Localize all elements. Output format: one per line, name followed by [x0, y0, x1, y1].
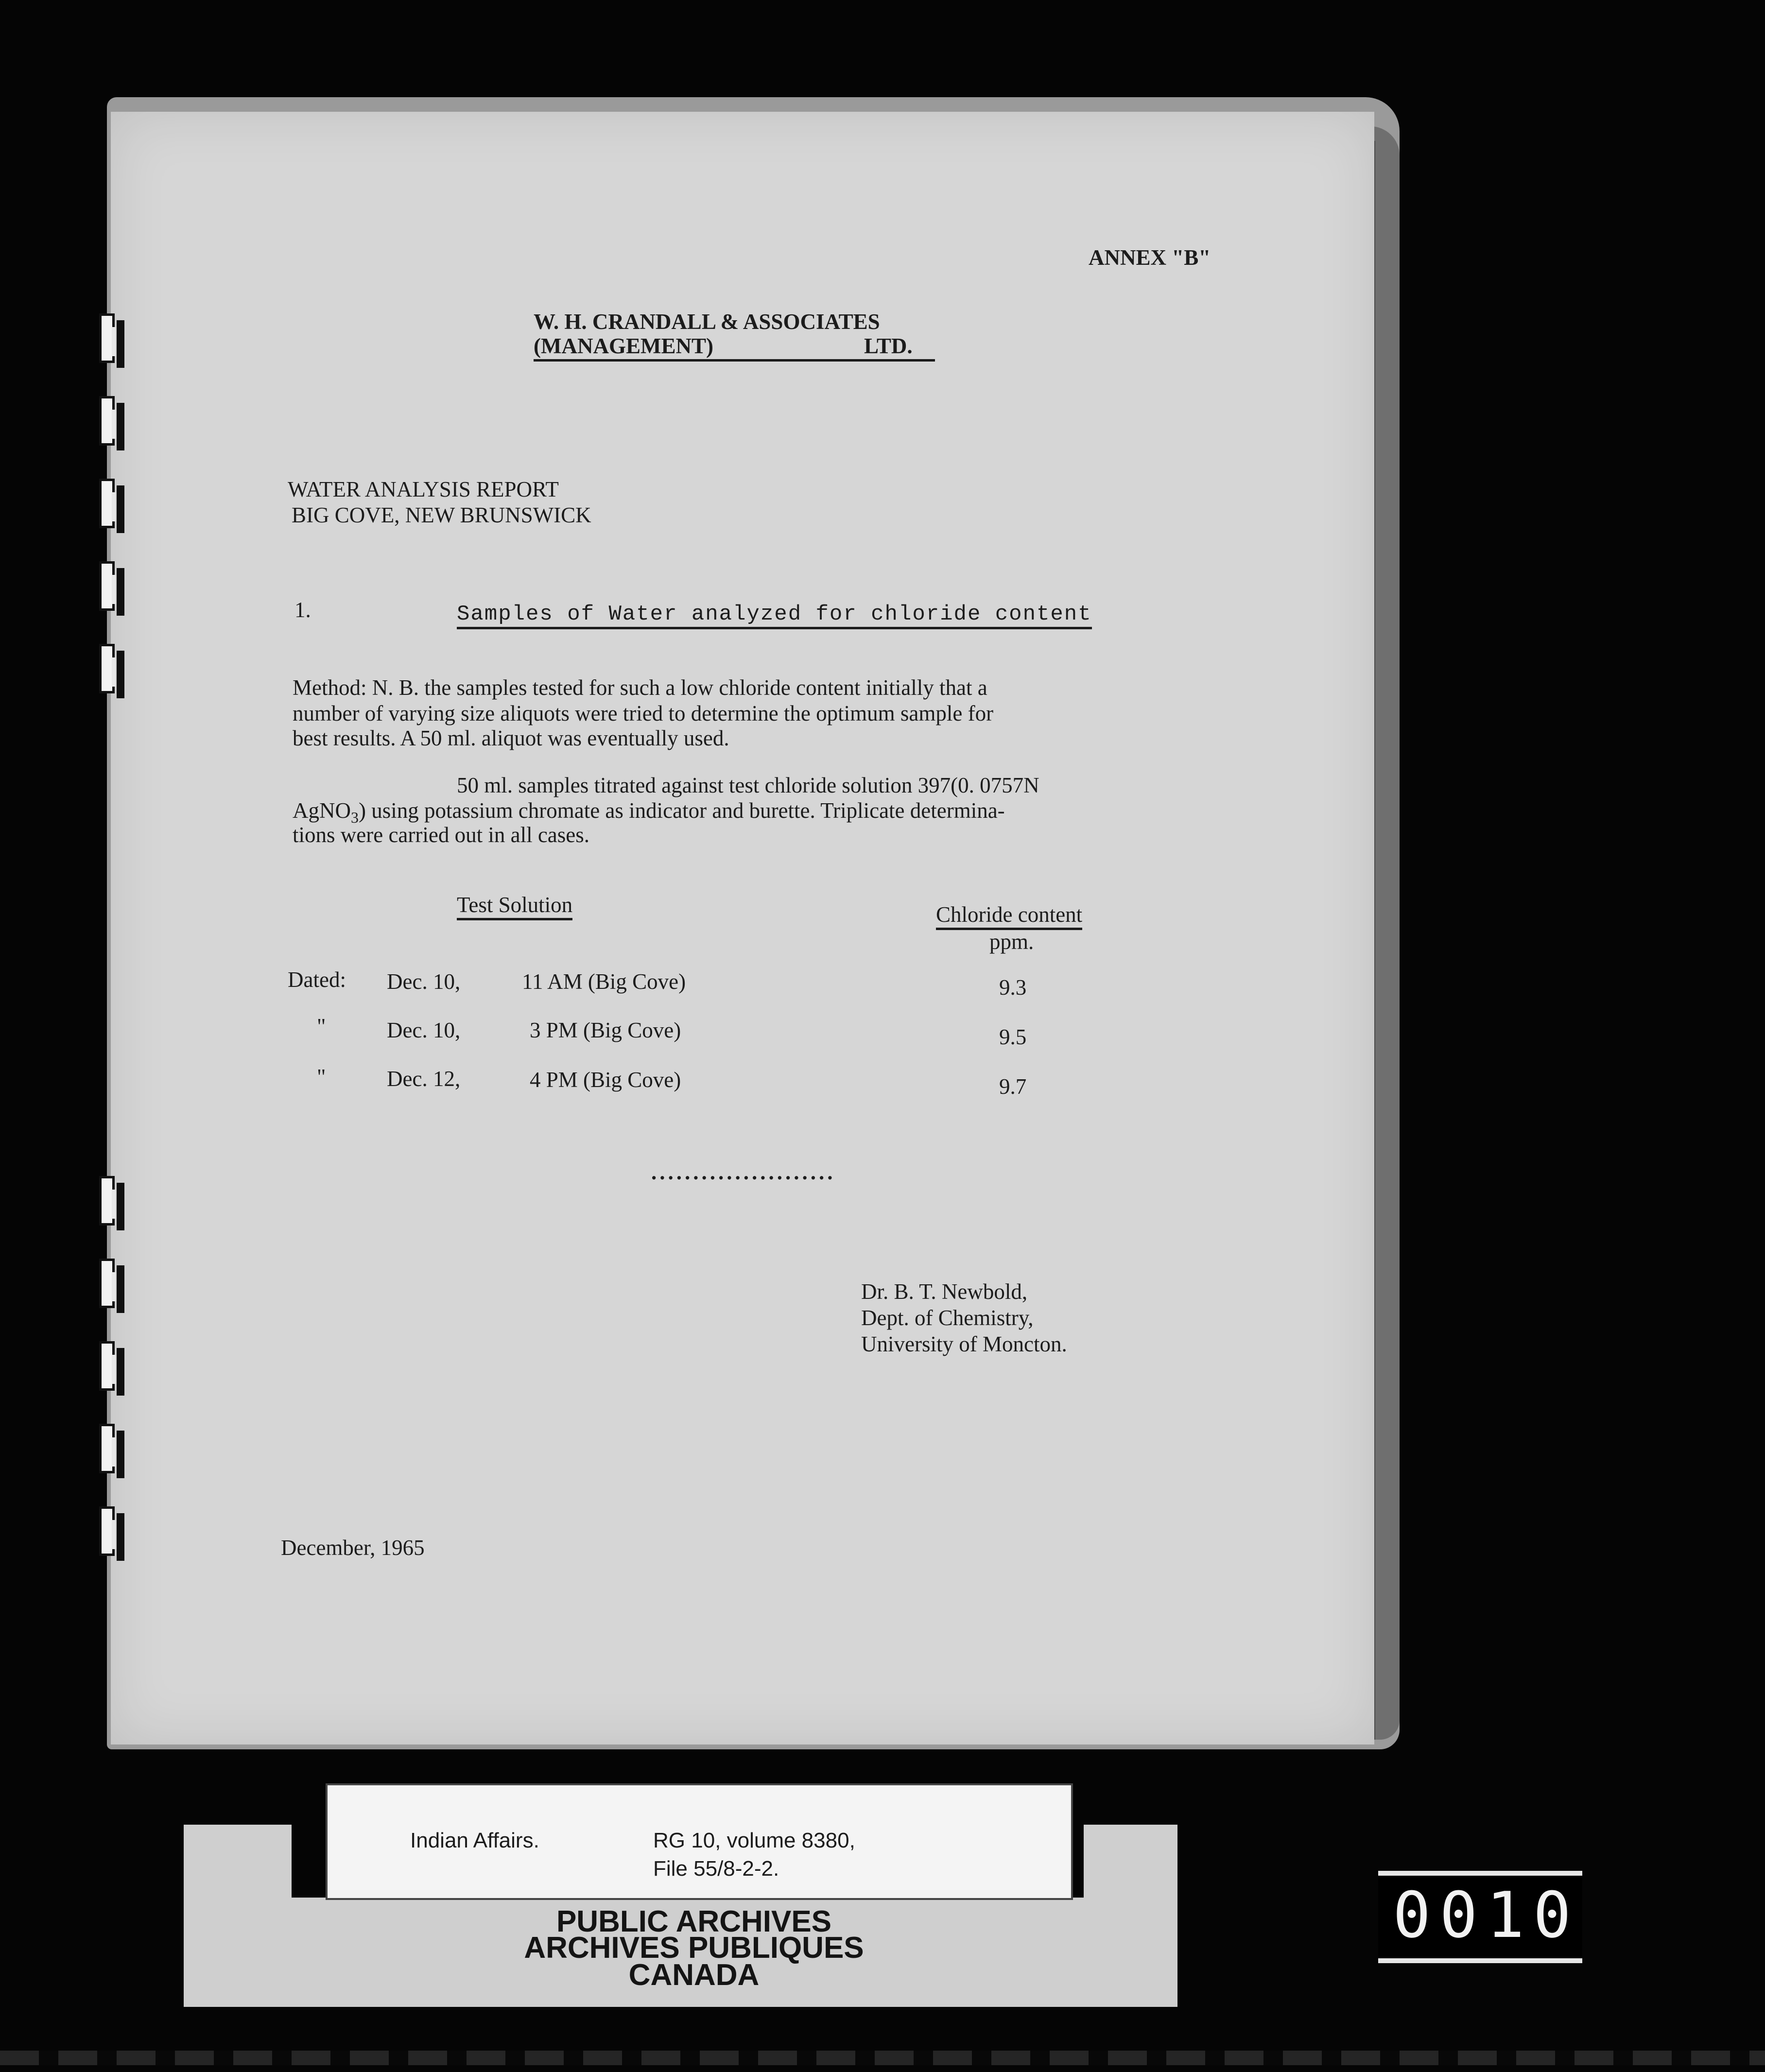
- row-prefix: Dated:: [288, 967, 346, 992]
- archive-name-fr: ARCHIVES PUBLIQUES: [524, 1931, 864, 1965]
- section-heading: Samples of Water analyzed for chloride content: [457, 604, 1092, 629]
- binding-ring: [95, 1506, 139, 1562]
- binding-ring: [95, 1176, 139, 1232]
- annex-label: ANNEX "B": [1089, 245, 1211, 270]
- row-prefix: ": [317, 1065, 326, 1089]
- row-date: Dec. 12,: [387, 1067, 461, 1091]
- report-location: BIG COVE, NEW BRUNSWICK: [292, 503, 591, 527]
- method-line: best results. A 50 ml. aliquot was eventually used.: [293, 726, 729, 750]
- archive-country: CANADA: [628, 1958, 760, 1992]
- archive-name-en: PUBLIC ARCHIVES: [556, 1905, 832, 1938]
- department-label: Indian Affairs.: [410, 1829, 539, 1852]
- row-time: 3 PM (Big Cove): [530, 1018, 681, 1042]
- titration-line: tions were carried out in all cases.: [293, 823, 590, 847]
- reference-line: RG 10, volume 8380,: [653, 1829, 855, 1852]
- row-value: 9.5: [999, 1025, 1027, 1049]
- row-date: Dec. 10,: [387, 1018, 461, 1042]
- document-date: December, 1965: [281, 1536, 425, 1560]
- film-perforation: [0, 2051, 1765, 2065]
- reference-line: File 55/8-2-2.: [653, 1857, 779, 1881]
- row-time: 11 AM (Big Cove): [522, 969, 686, 994]
- report-title: WATER ANALYSIS REPORT: [288, 477, 559, 501]
- column-test-solution: Test Solution: [457, 894, 572, 920]
- company-management: (MANAGEMENT): [534, 334, 713, 358]
- column-unit: ppm.: [989, 930, 1034, 954]
- titration-formula-close: ): [359, 798, 366, 823]
- company-name: W. H. CRANDALL & ASSOCIATES: [534, 310, 880, 334]
- column-chloride: Chloride content: [936, 904, 1082, 930]
- row-value: 9.7: [999, 1074, 1027, 1099]
- titration-line: 50 ml. samples titrated against test chloride solution 397(0. 0757N: [457, 773, 1039, 797]
- row-date: Dec. 10,: [387, 969, 461, 994]
- binding-ring: [95, 561, 139, 617]
- frame-counter-digits: 0010: [1393, 1878, 1580, 1952]
- method-line: number of varying size aliquots were tried to determine the optimum sample for: [293, 701, 994, 725]
- row-prefix: ": [317, 1014, 326, 1038]
- company-subline: [534, 335, 935, 362]
- binding-ring: [95, 479, 139, 535]
- row-value: 9.3: [999, 975, 1027, 1000]
- titration-formula-sub: 3: [351, 809, 359, 826]
- binding-ring: [95, 396, 139, 452]
- dotted-separator: ......................: [651, 1160, 836, 1184]
- binding-ring: [95, 1424, 139, 1480]
- binding-ring: [95, 644, 139, 700]
- method-line: Method: N. B. the samples tested for such a low chloride content initially that a: [293, 675, 987, 700]
- row-time: 4 PM (Big Cove): [530, 1068, 681, 1092]
- frame-counter: [1378, 1871, 1582, 1963]
- binding-ring: [95, 1341, 139, 1397]
- signature-line: Dept. of Chemistry,: [861, 1306, 1034, 1330]
- binding-ring: [95, 313, 139, 369]
- titration-line-2: [293, 800, 1005, 825]
- signature-line: University of Moncton.: [861, 1332, 1067, 1356]
- section-number: 1.: [294, 598, 311, 622]
- titration-formula: AgNO: [293, 798, 351, 823]
- archive-reference-card: [326, 1783, 1073, 1900]
- titration-line-text: using potassium chromate as indicator and burette. Triplicate determina-: [371, 798, 1005, 823]
- binding-ring: [95, 1259, 139, 1314]
- signature-line: Dr. B. T. Newbold,: [861, 1279, 1028, 1304]
- company-ltd: LTD.: [864, 334, 913, 358]
